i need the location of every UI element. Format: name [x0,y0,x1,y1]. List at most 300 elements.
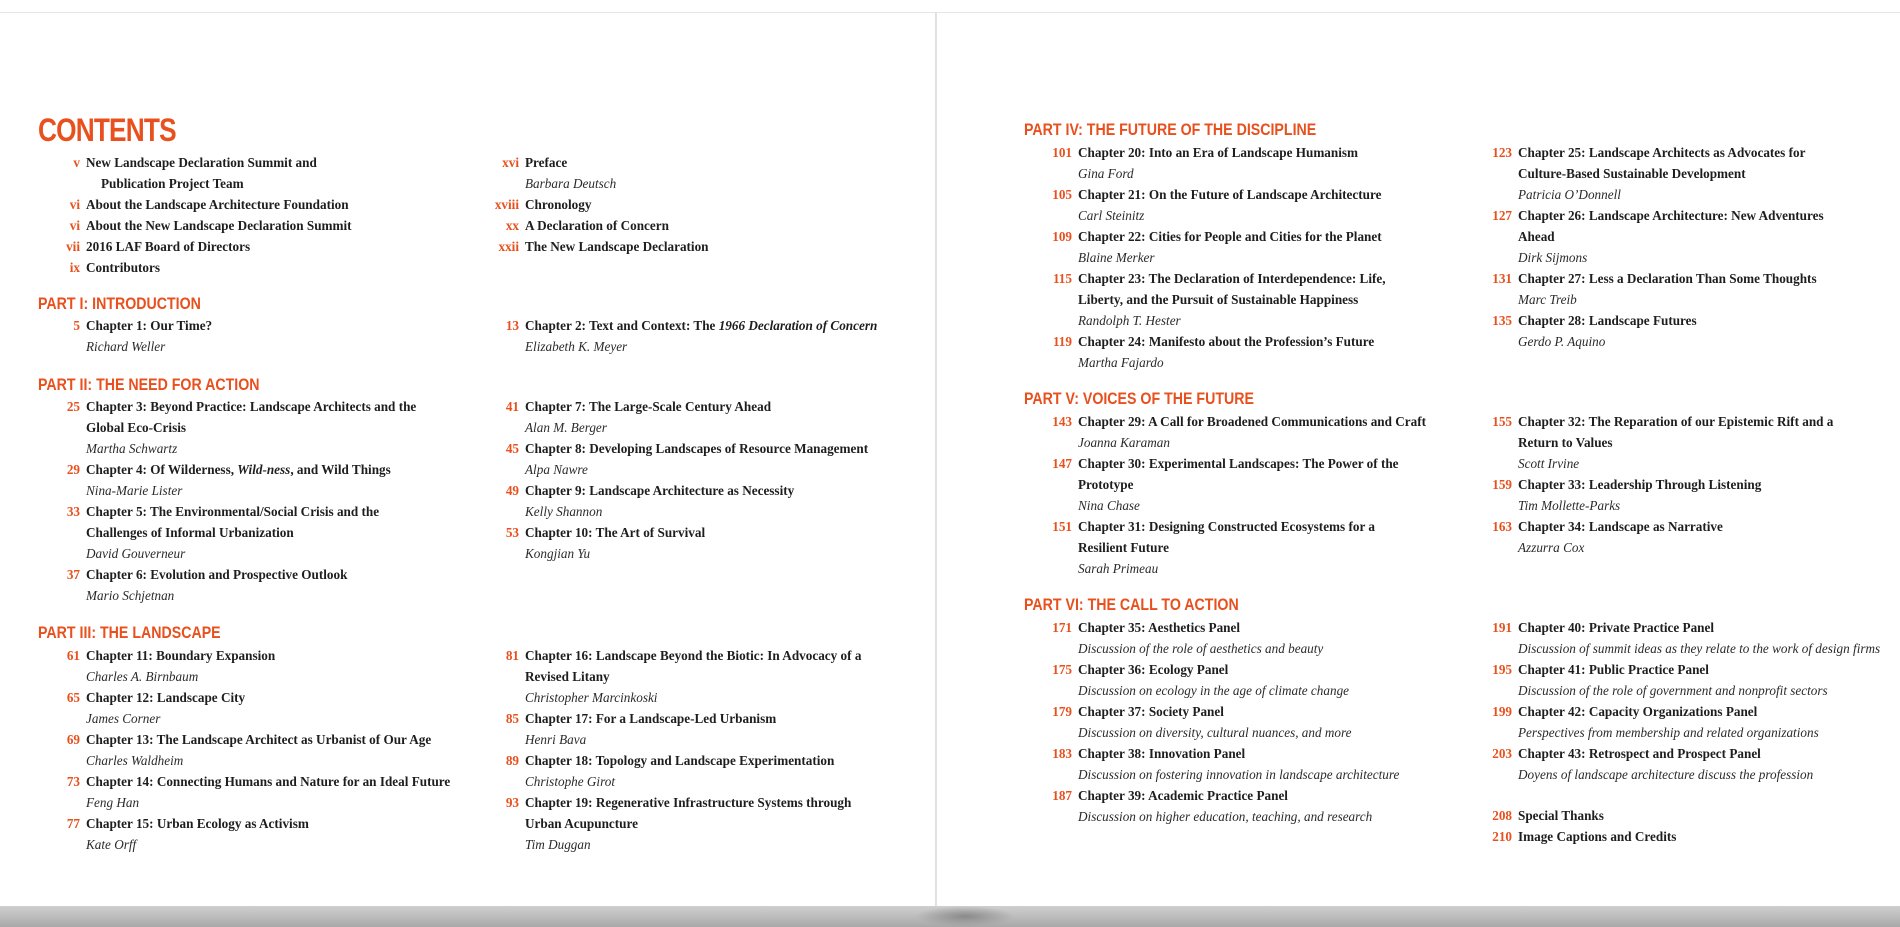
toc-entry [38,315,468,357]
toc-title-text: Chapter 6: Evolution and Prospective Outlook [86,567,348,582]
toc-title [1518,826,1900,847]
toc-author: Charles Waldheim [86,753,184,768]
toc-description: Perspectives from membership and related organizations [1518,725,1819,740]
toc-entry [1030,411,1462,453]
toc-title-continued [1518,432,1900,453]
toc-title-text: Global Eco-Crisis [86,420,187,435]
toc-entry [38,564,468,606]
part-heading-6: PART VI: THE CALL TO ACTION [1024,596,1239,614]
toc-page-number: 191 [1492,620,1512,635]
toc-title [525,315,907,336]
toc-page-number: 33 [66,504,80,519]
toc-page-number: 147 [1052,456,1072,471]
toc-title [1518,743,1900,764]
toc-title-text: Chapter 34: Landscape as Narrative [1518,519,1723,534]
toc-title [1518,310,1900,331]
toc-entry [477,750,907,792]
toc-page-number: 65 [66,690,80,705]
toc-title-text: Chapter 31: Designing Constructed Ecosystems for a [1078,519,1375,534]
part-heading-5: PART V: VOICES OF THE FUTURE [1024,390,1254,408]
toc-page-number: 208 [1492,808,1512,823]
toc-page-number: 159 [1492,477,1512,492]
toc-entry [38,771,468,813]
toc-title [1078,701,1462,722]
book-spine [935,12,937,912]
toc-title [1078,142,1462,163]
toc-page-number: 195 [1492,662,1512,677]
toc-author: Dirk Sijmons [1518,250,1588,265]
toc-title-text: Chapter 24: Manifesto about the Profession’s Future [1078,334,1375,349]
toc-title [1518,205,1900,226]
toc-author: Feng Han [86,795,140,810]
toc-title-text: Chapter 23: The Declaration of Interdependence: Life, [1078,271,1386,286]
toc-page-number: 187 [1052,788,1072,803]
end-matter [1470,805,1900,847]
toc-entry [1470,826,1900,847]
toc-entry [477,438,907,480]
toc-title-text: Culture-Based Sustainable Development [1518,166,1746,181]
toc-author: Nina Chase [1078,498,1140,513]
toc-author: Gerdo P. Aquino [1518,334,1606,349]
toc-title [86,813,468,834]
toc-title-text: Chapter 30: Experimental Landscapes: The Power of the [1078,456,1399,471]
toc-title [525,480,907,501]
toc-title [525,215,907,236]
toc-title-text: Ahead [1518,229,1555,244]
toc-page-number: 101 [1052,145,1072,160]
toc-author: Azzurra Cox [1518,540,1585,555]
toc-entry [38,501,468,564]
toc-page-number: 143 [1052,414,1072,429]
toc-description: Doyens of landscape architecture discuss the profession [1518,767,1814,782]
toc-description: Discussion of summit ideas as they relate to the work of design firms [1518,641,1881,656]
toc-page-number: 119 [1052,334,1072,349]
toc-page-number: xx [505,218,519,233]
toc-entry [1030,142,1462,184]
toc-entry [1030,184,1462,226]
toc-title [1518,617,1900,638]
toc-page-number: 73 [66,774,80,789]
toc-entry [1470,205,1900,268]
toc-author: Carl Steinitz [1078,208,1145,223]
toc-entry [1470,805,1900,826]
part4-right [1470,142,1900,352]
toc-entry [477,152,907,194]
toc-page-number: 5 [73,318,80,333]
part-heading-4: PART IV: THE FUTURE OF THE DISCIPLINE [1024,121,1317,139]
toc-description: Discussion of the role of government and nonprofit sectors [1518,683,1828,698]
toc-title-text: Return to Values [1518,435,1613,450]
toc-title [1078,659,1462,680]
toc-title-text: Chapter 25: Landscape Architects as Advocates for [1518,145,1806,160]
toc-title-text: Chapter 35: Aesthetics Panel [1078,620,1241,635]
toc-page-number: 85 [505,711,519,726]
toc-title-text: Chapter 14: Connecting Humans and Nature for an Ideal Future [86,774,451,789]
toc-page-number: xviii [494,197,519,212]
toc-title [86,729,468,750]
toc-entry [38,152,468,194]
part4-left [1030,142,1462,373]
toc-page-number: 151 [1052,519,1072,534]
toc-page-number: 45 [505,441,519,456]
top-edge [0,12,1900,13]
part1-left [38,315,468,357]
toc-title-text: About the Landscape Architecture Foundation [86,197,349,212]
toc-page-number: xvi [502,155,519,170]
toc-title-text: Chapter 32: The Reparation of our Epistemic Rift and a [1518,414,1834,429]
toc-title-italic: 1966 Declaration of Concern [718,318,878,333]
toc-page-number: 171 [1052,620,1072,635]
part2-right [477,396,907,564]
toc-title-text: Chapter 5: The Environmental/Social Crisis and the [86,504,380,519]
toc-title [86,459,468,480]
toc-entry [1470,310,1900,352]
toc-entry [1030,268,1462,331]
toc-title [1518,516,1900,537]
toc-page-number: 210 [1492,829,1512,844]
toc-page-number: 93 [505,795,519,810]
toc-page-number: 13 [505,318,519,333]
toc-title [1078,453,1462,474]
toc-title-text: Chapter 39: Academic Practice Panel [1078,788,1288,803]
toc-title-text: Chapter 19: Regenerative Infrastructure Systems through [525,795,852,810]
toc-title [1078,617,1462,638]
toc-author: Martha Fajardo [1078,355,1164,370]
toc-page-number: 37 [66,567,80,582]
toc-title [1078,743,1462,764]
toc-title-text: New Landscape Declaration Summit and [86,155,317,170]
toc-title-text: Chapter 18: Topology and Landscape Experimentation [525,753,835,768]
toc-title [1078,411,1462,432]
toc-title [1078,184,1462,205]
toc-entry [477,215,907,236]
toc-author: Tim Mollette-Parks [1518,498,1621,513]
toc-entry [477,315,907,357]
toc-description: Discussion of the role of aesthetics and beauty [1078,641,1324,656]
toc-title [1518,701,1900,722]
toc-author: Alpa Nawre [525,462,588,477]
toc-description: Discussion on higher education, teaching, and research [1078,809,1373,824]
toc-description: Discussion on diversity, cultural nuances, and more [1078,725,1352,740]
toc-entry [1470,659,1900,701]
toc-title-text: Chapter 41: Public Practice Panel [1518,662,1709,677]
toc-page-number: 69 [66,732,80,747]
toc-title [86,315,468,336]
toc-title [1518,411,1900,432]
toc-entry [477,194,907,215]
toc-entry [38,459,468,501]
toc-title [1078,785,1462,806]
toc-entry [1470,516,1900,558]
toc-title [525,236,907,257]
toc-entry [1470,701,1900,743]
toc-entry [38,729,468,771]
toc-title [525,750,907,771]
toc-title-text: Chapter 27: Less a Declaration Than Some Thoughts [1518,271,1817,286]
toc-title-text: Chapter 28: Landscape Futures [1518,313,1697,328]
toc-entry [1470,474,1900,516]
toc-entry [477,708,907,750]
toc-page-number: 203 [1492,746,1512,761]
toc-page-number: 131 [1492,271,1512,286]
toc-title-continued [1078,289,1462,310]
toc-page-number: 105 [1052,187,1072,202]
toc-entry [477,480,907,522]
toc-title [86,236,468,257]
toc-title-after: , and Wild Things [290,462,391,477]
toc-entry [38,813,468,855]
toc-description: Discussion on ecology in the age of climate change [1078,683,1350,698]
toc-entry [38,396,468,459]
toc-page-number: 127 [1492,208,1512,223]
toc-title [525,708,907,729]
toc-entry [1030,226,1462,268]
toc-title [1078,268,1462,289]
toc-title-continued [86,173,468,194]
toc-title-text: Chapter 8: Developing Landscapes of Resource Management [525,441,869,456]
toc-title-text: Chapter 2: Text and Context: The [525,318,719,333]
toc-title-continued [1078,537,1462,558]
toc-title-text: About the New Landscape Declaration Summit [86,218,352,233]
part-heading-2: PART II: THE NEED FOR ACTION [38,376,260,394]
toc-title-text: Publication Project Team [101,176,244,191]
toc-page-number: 123 [1492,145,1512,160]
toc-title-text: Liberty, and the Pursuit of Sustainable Happiness [1078,292,1359,307]
contents-heading: CONTENTS [38,112,176,148]
toc-entry [1030,659,1462,701]
toc-author: Christopher Marcinkoski [525,690,658,705]
toc-page-number: 41 [505,399,519,414]
toc-page-number: v [73,155,80,170]
toc-author: Tim Duggan [525,837,591,852]
toc-entry [38,194,468,215]
toc-entry [1030,617,1462,659]
toc-title-text: Chapter 33: Leadership Through Listening [1518,477,1762,492]
toc-page-number: 109 [1052,229,1072,244]
toc-entry [1030,331,1462,373]
toc-title-continued [525,666,907,687]
toc-title-continued [525,813,907,834]
part5-left [1030,411,1462,579]
toc-page-number: vi [69,218,80,233]
toc-title [525,152,907,173]
part-heading-1: PART I: INTRODUCTION [38,295,201,313]
toc-title-continued [86,417,468,438]
toc-author: Kelly Shannon [525,504,603,519]
toc-author: David Gouverneur [86,546,186,561]
toc-page-number: 155 [1492,414,1512,429]
toc-title-text: Image Captions and Credits [1518,829,1677,844]
toc-title-text: Chapter 43: Retrospect and Prospect Panel [1518,746,1761,761]
toc-entry [477,645,907,708]
toc-title-text: Revised Litany [525,669,610,684]
toc-page-number: 29 [66,462,80,477]
toc-author: Randolph T. Hester [1078,313,1181,328]
toc-title [86,396,468,417]
toc-title [1078,516,1462,537]
toc-author: Charles A. Birnbaum [86,669,199,684]
part6-left [1030,617,1462,827]
toc-author: Martha Schwartz [86,441,178,456]
toc-title-text: Chapter 12: Landscape City [86,690,246,705]
toc-page-number: 199 [1492,704,1512,719]
toc-title-text: Chapter 26: Landscape Architecture: New Adventures [1518,208,1824,223]
toc-title-text: 2016 LAF Board of Directors [86,239,251,254]
toc-title [1518,805,1900,826]
toc-page-number: 183 [1052,746,1072,761]
toc-title-continued [1078,474,1462,495]
toc-entry [38,215,468,236]
toc-title-text: Chapter 15: Urban Ecology as Activism [86,816,309,831]
toc-entry [477,522,907,564]
toc-entry [1030,743,1462,785]
toc-author: Kongjian Yu [525,546,591,561]
toc-page-number: 89 [505,753,519,768]
toc-author: Joanna Karaman [1078,435,1170,450]
toc-entry [1030,701,1462,743]
toc-page-number: 25 [66,399,80,414]
toc-page-number: vi [69,197,80,212]
toc-page-number: 49 [505,483,519,498]
toc-title-text: Chapter 40: Private Practice Panel [1518,620,1715,635]
toc-title [86,501,468,522]
toc-title-text: Chapter 16: Landscape Beyond the Biotic: In Advocacy of a [525,648,862,663]
toc-entry [1030,516,1462,579]
toc-title-text: A Declaration of Concern [525,218,669,233]
toc-title-text: Chapter 10: The Art of Survival [525,525,706,540]
toc-page-number: 179 [1052,704,1072,719]
toc-entry [38,687,468,729]
toc-title [86,645,468,666]
front-matter-right [477,152,907,257]
part3-left [38,645,468,855]
toc-title [1518,474,1900,495]
toc-page-number: 77 [66,816,80,831]
toc-title-continued [86,522,468,543]
toc-title-text: Chapter 3: Beyond Practice: Landscape Architects and the [86,399,417,414]
toc-author: Christophe Girot [525,774,616,789]
toc-entry [1470,142,1900,205]
toc-title-text: Chapter 21: On the Future of Landscape Architecture [1078,187,1382,202]
toc-title [525,522,907,543]
toc-author: James Corner [86,711,161,726]
toc-title [525,396,907,417]
part1-right [477,315,907,357]
toc-title [525,645,907,666]
toc-entry [1030,785,1462,827]
toc-page-number: 115 [1052,271,1072,286]
toc-title [1078,331,1462,352]
part6-right [1470,617,1900,785]
toc-title-text: Special Thanks [1518,808,1604,823]
toc-entry [38,645,468,687]
part3-right [477,645,907,855]
toc-title [86,194,468,215]
toc-title-text: Chapter 36: Ecology Panel [1078,662,1229,677]
part-heading-3: PART III: THE LANDSCAPE [38,624,221,642]
toc-page-number: 61 [66,648,80,663]
toc-author: Sarah Primeau [1078,561,1159,576]
toc-title-text: Chapter 38: Innovation Panel [1078,746,1246,761]
toc-entry [1470,743,1900,785]
toc-author: Blaine Merker [1078,250,1155,265]
toc-title-text: The New Landscape Declaration [525,239,709,254]
toc-author: Marc Treib [1518,292,1577,307]
toc-author: Alan M. Berger [525,420,607,435]
toc-page-number: 135 [1492,313,1512,328]
toc-author: Gina Ford [1078,166,1134,181]
part5-right [1470,411,1900,558]
toc-description: Discussion on fostering innovation in landscape architecture [1078,767,1400,782]
toc-author: Richard Weller [86,339,166,354]
toc-entry [38,257,468,278]
toc-title-text: Chapter 9: Landscape Architecture as Necessity [525,483,795,498]
toc-title-text: Challenges of Informal Urbanization [86,525,294,540]
part2-left [38,396,468,606]
toc-author: Patricia O’Donnell [1518,187,1621,202]
toc-title [86,257,468,278]
spine-shadow [915,906,1015,927]
toc-author: Mario Schjetnan [86,588,175,603]
toc-title [86,215,468,236]
toc-title-text: Chapter 42: Capacity Organizations Panel [1518,704,1758,719]
toc-title [86,152,468,173]
toc-title-text: Chapter 29: A Call for Broadened Communications and Craft [1078,414,1427,429]
toc-title [525,438,907,459]
toc-page-number: 163 [1492,519,1512,534]
toc-title-text: Preface [525,155,568,170]
toc-page-number: 175 [1052,662,1072,677]
toc-title-continued [1518,163,1900,184]
toc-title-italic: Wild-ness [237,462,291,477]
toc-author: Kate Orff [86,837,137,852]
toc-author: Scott Irvine [1518,456,1580,471]
toc-entry [38,236,468,257]
toc-title [525,194,907,215]
toc-page-number: xxii [498,239,519,254]
toc-title-text: Resilient Future [1078,540,1169,555]
toc-author: Nina-Marie Lister [86,483,183,498]
toc-page-number: 81 [505,648,519,663]
toc-title-text: Chapter 13: The Landscape Architect as Urbanist of Our Age [86,732,432,747]
toc-entry [477,236,907,257]
toc-title-text: Chapter 20: Into an Era of Landscape Humanism [1078,145,1359,160]
toc-title-text: Chronology [525,197,592,212]
toc-title [1518,659,1900,680]
toc-title-text: Contributors [86,260,160,275]
toc-title-text: Chapter 22: Cities for People and Cities for the Planet [1078,229,1382,244]
toc-page-number: ix [69,260,80,275]
toc-entry [1470,411,1900,474]
toc-author: Elizabeth K. Meyer [525,339,628,354]
toc-title [525,792,907,813]
toc-entry [1030,453,1462,516]
toc-title-text: Prototype [1078,477,1134,492]
toc-entry [1470,617,1900,659]
toc-title-continued [1518,226,1900,247]
toc-title-text: Chapter 1: Our Time? [86,318,213,333]
toc-entry [477,792,907,855]
toc-title [86,564,468,585]
toc-entry [477,396,907,438]
toc-author: Henri Bava [525,732,587,747]
toc-title [1518,268,1900,289]
toc-title-text: Chapter 17: For a Landscape-Led Urbanism [525,711,777,726]
toc-title [1078,226,1462,247]
front-matter-left [38,152,468,278]
toc-title [86,687,468,708]
toc-title [86,771,468,792]
